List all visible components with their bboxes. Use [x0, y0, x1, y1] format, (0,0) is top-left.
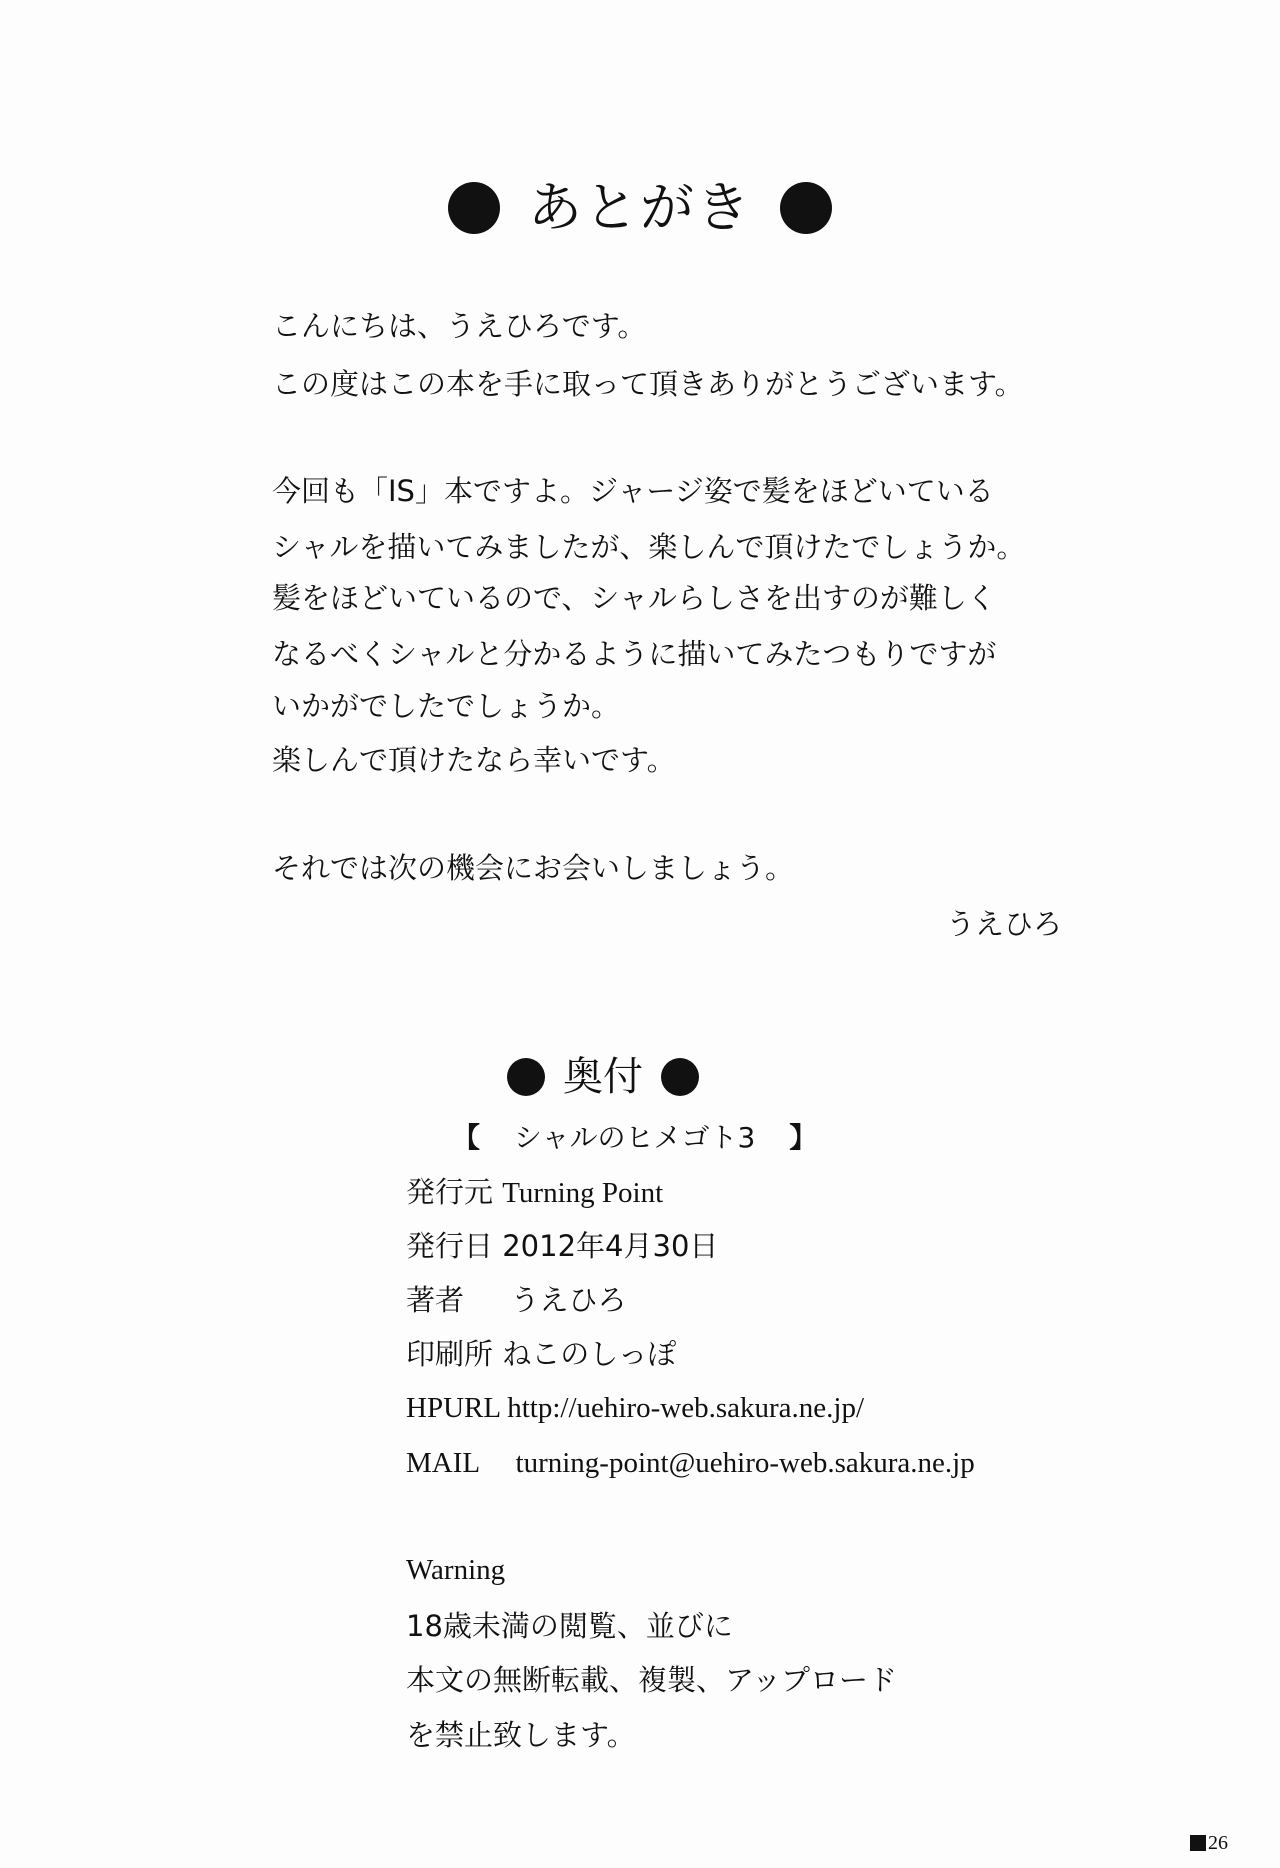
- printer-label: 印刷所: [406, 1337, 494, 1371]
- bullet-dot-icon: [448, 182, 500, 234]
- author-value: うえひろ: [510, 1283, 627, 1317]
- warning-title: Warning: [406, 1554, 506, 1586]
- date-value: 2012年4月30日: [502, 1229, 719, 1263]
- warning-line: 本文の無断転載、複製、アップロード: [406, 1663, 897, 1697]
- afterword-line: それでは次の機会にお会いしましょう。: [272, 851, 795, 885]
- publisher-row: [406, 1172, 663, 1213]
- author-row: [406, 1280, 626, 1320]
- publisher-value: Turning Point: [502, 1177, 664, 1209]
- date-label: 発行日: [406, 1229, 494, 1263]
- bullet-dot-icon: [661, 1058, 699, 1096]
- book-title-name: シャルのヒメゴト3: [514, 1121, 756, 1154]
- warning-line: 18歳未満の閲覧、並びに: [406, 1609, 733, 1643]
- colophon-title: 奥付: [563, 1054, 643, 1100]
- url-value: http://uehiro-web.sakura.ne.jp/: [507, 1392, 865, 1424]
- page-number: [1190, 1831, 1228, 1855]
- afterword-line: シャルを描いてみましたが、楽しんで頂けたでしょうか。: [272, 530, 1026, 564]
- afterword-heading: [0, 178, 1280, 238]
- book-title-close-bracket: 】: [789, 1121, 818, 1154]
- colophon-heading: [507, 1052, 699, 1102]
- afterword-line: こんにちは、うえひろです。: [272, 309, 647, 343]
- page-marker-square-icon: [1190, 1835, 1206, 1851]
- bullet-dot-icon: [507, 1058, 545, 1096]
- page-number-value: 26: [1208, 1832, 1228, 1854]
- afterword-line: 今回も「IS」本ですよ。ジャージ姿で髪をほどいている: [272, 474, 994, 508]
- afterword-line: いかがでしたでしょうか。: [272, 689, 621, 723]
- afterword-line: 楽しんで頂けたなら幸いです。: [272, 743, 676, 777]
- afterword-line: この度はこの本を手に取って頂きありがとうございます。: [272, 367, 1024, 401]
- book-title: [452, 1118, 817, 1158]
- mail-label: MAIL: [406, 1447, 480, 1479]
- date-row: [406, 1226, 718, 1266]
- afterword-line: 髪をほどいているので、シャルらしさを出すのが難しく: [272, 581, 996, 615]
- afterword-line: なるべくシャルと分かるように描いてみたつもりですが: [272, 637, 997, 671]
- author-label: 著者: [406, 1283, 465, 1317]
- afterword-title: あとがき: [528, 176, 752, 239]
- url-label: HPURL: [406, 1392, 500, 1424]
- bullet-dot-icon: [780, 182, 832, 234]
- publisher-label: 発行元: [406, 1175, 494, 1209]
- printer-value: ねこのしっぽ: [502, 1337, 677, 1371]
- url-row: [406, 1388, 864, 1428]
- warning-line: を禁止致します。: [406, 1718, 636, 1752]
- printer-row: [406, 1334, 676, 1374]
- mail-value: turning-point@uehiro-web.sakura.ne.jp: [515, 1447, 975, 1479]
- afterword-signature: うえひろ: [946, 907, 1063, 941]
- book-title-open-bracket: 【: [452, 1121, 481, 1154]
- mail-row: [406, 1443, 975, 1483]
